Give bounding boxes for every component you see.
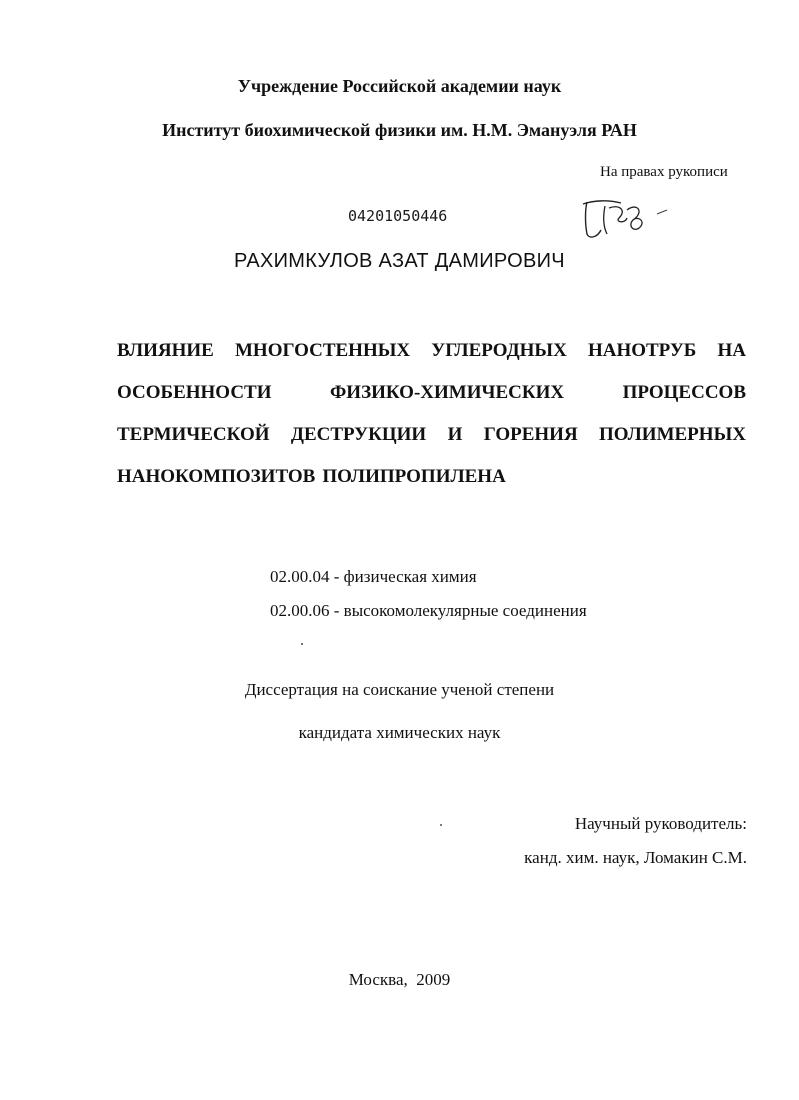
title-word: ТЕРМИЧЕСКОЙ (117, 424, 270, 445)
dissertation-title (117, 336, 746, 504)
title-line-2 (117, 378, 746, 420)
title-word: НА (717, 340, 746, 361)
title-word: ГОРЕНИЯ (483, 424, 578, 445)
title-line-4 (117, 462, 746, 504)
advisor-label: Научный руководитель: (574, 814, 747, 833)
handwritten-signature (575, 194, 675, 244)
title-word: ПРОЦЕССОВ (622, 382, 746, 403)
thesis-statement-line-2: кандидата химических наук (298, 723, 501, 742)
thesis-statement-line-1: Диссертация на соискание ученой степени (244, 680, 555, 699)
title-word: ПОЛИМЕРНЫХ (599, 424, 746, 445)
title-line-1 (117, 336, 746, 378)
city-year: Москва, 2009 (348, 970, 451, 989)
title-word: МНОГОСТЕННЫХ (234, 340, 411, 361)
institution-name: Учреждение Российской академии наук (237, 76, 562, 96)
advisor-name: канд. хим. наук, Ломакин С.М. (524, 848, 747, 867)
scan-speck (301, 643, 303, 645)
title-word: ФИЗИКО-ХИМИЧЕСКИХ (329, 382, 565, 403)
specialty-code-1: 02.00.04 - физическая химия (270, 567, 477, 586)
title-word: ПОЛИПРОПИЛЕНА (322, 466, 506, 487)
title-word: ОСОБЕННОСТИ (117, 382, 272, 403)
rights-note: На правах рукописи (600, 164, 728, 180)
title-word: ВЛИЯНИЕ (117, 340, 214, 361)
title-word: И (447, 424, 463, 445)
catalog-code: 04201050446 (348, 207, 448, 225)
title-word: ДЕСТРУКЦИИ (290, 424, 427, 445)
title-word: НАНОКОМПОЗИТОВ (117, 466, 316, 487)
title-word: УГЛЕРОДНЫХ (431, 340, 567, 361)
specialty-code-2: 02.00.06 - высокомолекулярные соединения (270, 601, 587, 620)
title-line-3 (117, 420, 746, 462)
title-word: НАНОТРУБ (587, 340, 697, 361)
author-name: РАХИМКУЛОВ АЗАТ ДАМИРОВИЧ (234, 250, 565, 272)
institute-name: Институт биохимической физики им. Н.М. Эмануэля РАН (162, 120, 637, 140)
